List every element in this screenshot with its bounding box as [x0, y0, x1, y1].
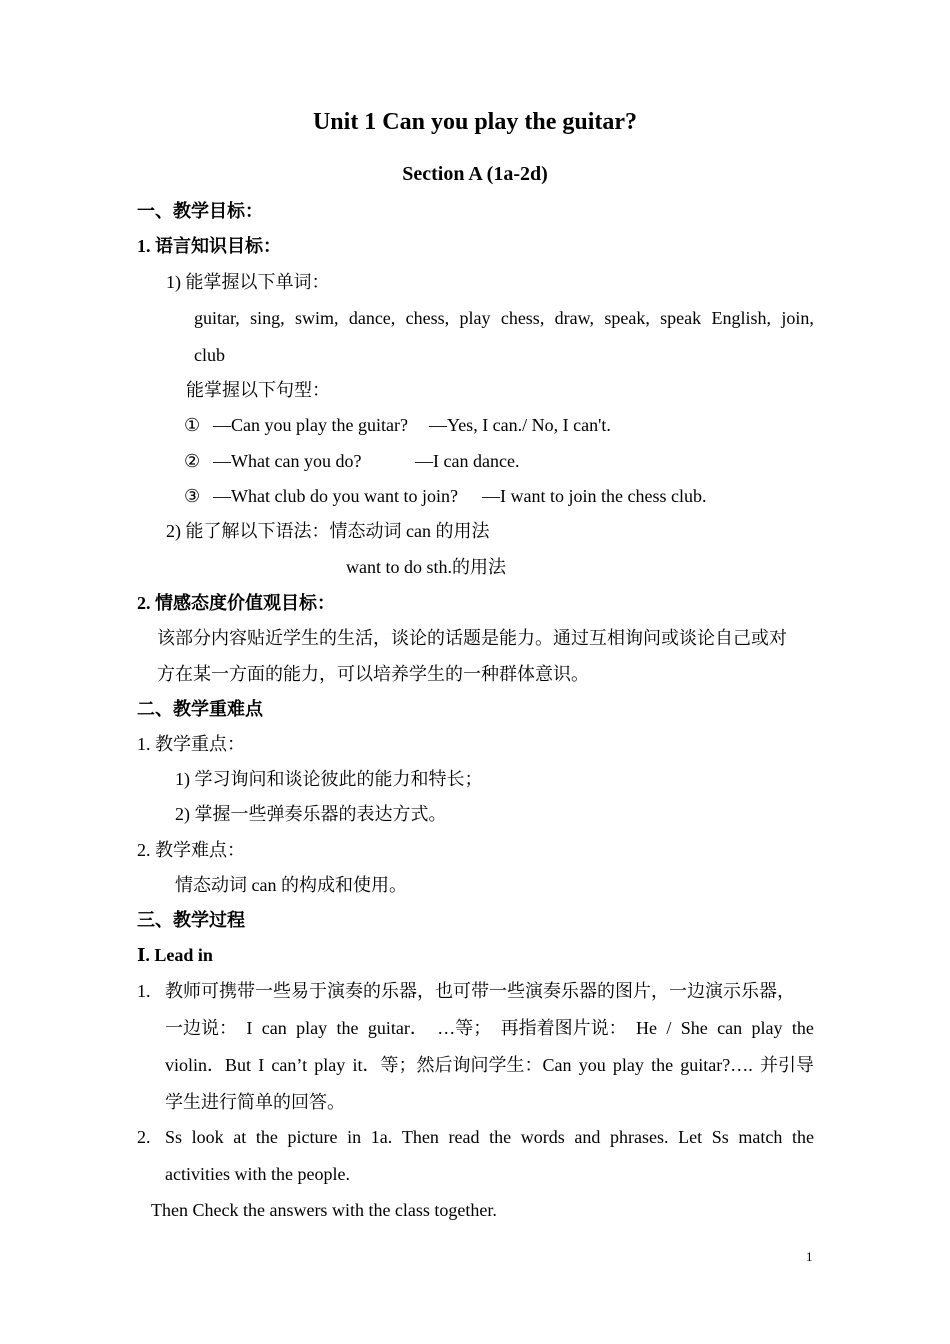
- line-word: can: [261, 1018, 287, 1038]
- heading-emotional-values: 2. 情感态度价值观目标：: [137, 593, 335, 613]
- line-word: picture: [287, 1127, 338, 1147]
- line-word: can: [717, 1018, 743, 1038]
- line-word: the: [255, 1127, 278, 1147]
- line-word: I: [246, 1018, 253, 1038]
- step-2-line-1: [165, 1125, 814, 1149]
- paragraph-line-2: 方在某一方面的能力，可以培养学生的一种群体意识。: [157, 664, 589, 684]
- line-word: 一边说：: [165, 1018, 237, 1038]
- line-word: and: [574, 1127, 601, 1147]
- paragraph-line-1: [157, 626, 814, 650]
- sentence-number: ①: [184, 415, 201, 435]
- patterns-label: 能掌握以下句型：: [186, 380, 330, 400]
- sentence-number: ③: [184, 486, 201, 506]
- sentence-answer: —Yes, I can./ No, I can't.: [429, 415, 611, 435]
- line-word: He: [635, 1018, 657, 1038]
- sentence-number: ②: [184, 451, 201, 471]
- line-word: Ss: [165, 1127, 183, 1147]
- heading-language-knowledge: 1. 语言知识目标：: [137, 236, 281, 256]
- step-1-line-1: [165, 979, 814, 1003]
- document-title: Unit 1 Can you play the guitar?: [312, 109, 638, 135]
- line-word: 再指着图片说：: [500, 1018, 627, 1038]
- line-word: look: [191, 1127, 224, 1147]
- step-1-line-3: [165, 1053, 814, 1077]
- key-point-item: 2) 掌握一些弹奏乐器的表达方式。: [175, 804, 447, 824]
- line-word: play: [612, 1055, 644, 1075]
- heading-teaching-objectives: 一、教学目标：: [137, 201, 263, 221]
- line-word: the: [791, 1127, 814, 1147]
- sentence-answer: —I can dance.: [415, 451, 520, 471]
- line-word: guitar,: [194, 308, 240, 328]
- line-word: guitar．: [367, 1018, 428, 1038]
- line-word: Let: [678, 1127, 703, 1147]
- line-word: speak,: [604, 308, 650, 328]
- step-number: 2.: [137, 1127, 151, 1147]
- line-word: guitar?….: [680, 1055, 753, 1075]
- line-word: 并引导: [759, 1055, 814, 1075]
- key-point-item: 1) 学习询问和谈论彼此的能力和特长；: [175, 769, 483, 789]
- line-word: swim,: [294, 308, 339, 328]
- step-1-line-4: 学生进行简单的回答。: [165, 1092, 345, 1112]
- vocabulary-line-1: [194, 306, 814, 330]
- line-word: at: [233, 1127, 247, 1147]
- vocabulary-line-2: club: [194, 345, 225, 365]
- heading-key-difficult-points: 二、教学重难点: [137, 699, 263, 719]
- line-word: She: [680, 1018, 708, 1038]
- heading-teaching-process: 三、教学过程: [137, 910, 245, 930]
- line-word: speak: [660, 308, 702, 328]
- difficult-point-item: 情态动词 can 的构成和使用。: [175, 875, 407, 895]
- item-grammar: 2) 能了解以下语法：情态动词 can 的用法: [166, 521, 490, 541]
- line-word: chess,: [500, 308, 545, 328]
- line-word: I: [258, 1055, 265, 1075]
- line-word: you: [578, 1055, 606, 1075]
- line-word: it．等；然后询问学生：Can: [352, 1055, 572, 1075]
- line-word: play: [751, 1018, 783, 1038]
- line-word: the: [651, 1055, 674, 1075]
- line-word: sing,: [250, 308, 285, 328]
- line-word: …等；: [437, 1018, 492, 1038]
- line-word: play: [459, 308, 491, 328]
- line-word: 该部分内容贴近学生的生活，谈论的话题是能力。通过互相询问或谈论自己或对: [157, 628, 787, 648]
- item-grammar-continued: want to do sth.的用法: [346, 557, 506, 577]
- line-word: can’t: [271, 1055, 308, 1075]
- sentence-question: —What club do you want to join?: [213, 486, 458, 506]
- page-number: 1: [806, 1249, 813, 1264]
- line-word: chess,: [405, 308, 450, 328]
- step-2-line-2: activities with the people.: [165, 1164, 350, 1184]
- heading-lead-in: Ⅰ. Lead in: [137, 945, 213, 965]
- line-word: words: [520, 1127, 565, 1147]
- line-word: draw,: [554, 308, 594, 328]
- line-word: read: [448, 1127, 480, 1147]
- line-word: 教师可携带一些易于演奏的乐器，也可带一些演奏乐器的图片，一边演示乐器，: [165, 981, 795, 1001]
- step-number: 1.: [137, 981, 151, 1001]
- line-word: match: [738, 1127, 783, 1147]
- sentence-answer: —I want to join the chess club.: [482, 486, 707, 506]
- line-word: the: [489, 1127, 512, 1147]
- line-word: the: [336, 1018, 359, 1038]
- section-subtitle: Section A (1a-2d): [402, 163, 548, 185]
- item-vocabulary-label: 1) 能掌握以下单词：: [166, 272, 330, 292]
- line-word: /: [666, 1018, 672, 1038]
- sentence-question: —Can you play the guitar?: [213, 415, 408, 435]
- line-word: Then: [401, 1127, 439, 1147]
- line-word: violin．But: [165, 1055, 252, 1075]
- line-word: join,: [781, 308, 814, 328]
- line-word: the: [791, 1018, 814, 1038]
- line-word: dance,: [348, 308, 396, 328]
- line-word: English,: [711, 308, 772, 328]
- key-points-label: 1. 教学重点：: [137, 734, 245, 754]
- line-word: in: [347, 1127, 362, 1147]
- line-word: phrases.: [610, 1127, 669, 1147]
- line-word: play: [296, 1018, 328, 1038]
- step-2-line-3: Then Check the answers with the class together.: [151, 1200, 497, 1220]
- line-word: play: [314, 1055, 346, 1075]
- line-word: Ss: [711, 1127, 729, 1147]
- step-1-line-2: [165, 1016, 814, 1040]
- line-word: 1a.: [370, 1127, 393, 1147]
- sentence-question: —What can you do?: [213, 451, 362, 471]
- difficult-points-label: 2. 教学难点：: [137, 840, 245, 860]
